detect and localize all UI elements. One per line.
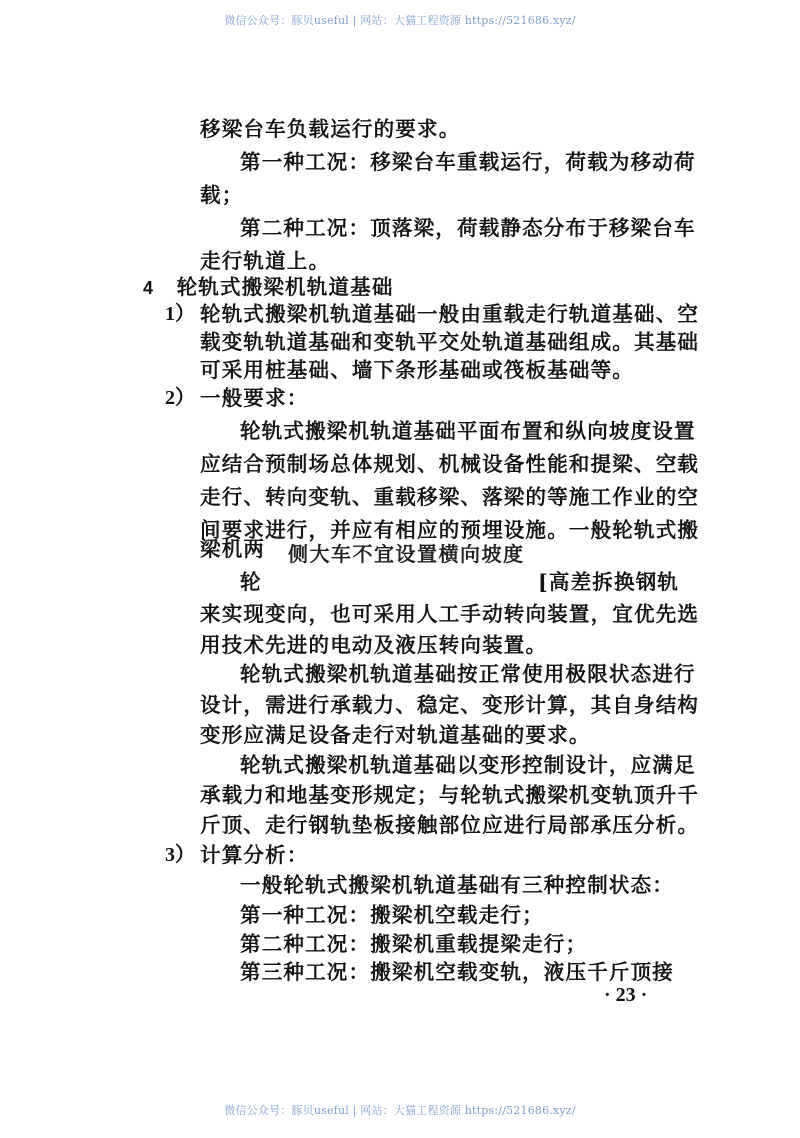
text-line: 轮轨式搬梁机轨道基础一般由重载走行轨道基础、空: [200, 302, 700, 326]
text-line: 第二种工况：搬梁机重载提梁走行；: [240, 932, 588, 956]
section-heading: [143, 270, 394, 300]
section-title: 轮轨式搬梁机轨道基础: [176, 275, 394, 299]
text-line: 应结合预制场总体规划、机械设备性能和提梁、空载: [200, 452, 700, 476]
watermark-top: 微信公众号：豚贝useful | 网站：大猫工程资源 https://521686.xyz/: [224, 14, 576, 27]
text-line: 间要求进行，并应有相应的预埋设施。一般轮轨式搬: [200, 518, 700, 542]
text-line: 第二种工况：顶落梁，荷载静态分布于移梁台车: [240, 216, 696, 240]
text-line: 载变轨轨道基础和变轨平交处轨道基础组成。其基础: [200, 330, 700, 354]
torn-text: 侧大车不宜设置横向坡度: [288, 542, 525, 566]
text-line: 第三种工况：搬梁机空载变轨，液压千斤顶接: [240, 960, 674, 984]
watermark-bottom: 微信公众号：豚贝useful | 网站：大猫工程资源 https://521686.xyz/: [224, 1104, 576, 1117]
text-line: 轮: [240, 570, 262, 594]
text-line: 设计，需进行承载力、稳定、变形计算，其自身结构: [200, 693, 700, 717]
text-line: 梁机两: [200, 537, 266, 561]
text-line: 轮轨式搬梁机轨道基础按正常使用极限状态进行: [240, 662, 696, 686]
text-line: 走行轨道上。: [200, 249, 331, 273]
text-line: 载；: [200, 183, 244, 207]
text-line: 用技术先进的电动及液压转向装置。: [200, 633, 548, 657]
text-line: 走行、转向变轨、重载移梁、落梁的等施工作业的空: [200, 485, 700, 509]
page-number: · 23 ·: [604, 984, 648, 1006]
text-line: 第一种工况：搬梁机空载走行；: [240, 903, 544, 927]
text-line: 变形应满足设备走行对轨道基础的要求。: [200, 723, 591, 747]
section-number: 4: [143, 278, 155, 298]
subheading: 计算分析：: [200, 843, 309, 867]
subheading: 一般要求：: [200, 386, 309, 410]
text-line: 来实现变向，也可采用人工手动转向装置，宜优先选: [200, 602, 700, 626]
text-line: [高差拆换钢轨: [538, 570, 680, 594]
item-number: 2）: [165, 387, 195, 409]
text-line: 第一种工况：移梁台车重载运行，荷载为移动荷: [240, 150, 696, 174]
torn-text-fragment: [288, 536, 528, 566]
item-number: 1）: [165, 303, 195, 325]
text-line: 轮轨式搬梁机轨道基础以变形控制设计，应满足: [240, 753, 696, 777]
text-line: 斤顶、走行钢轨垫板接触部位应进行局部承压分析。: [200, 813, 700, 837]
text-line: 一般轮轨式搬梁机轨道基础有三种控制状态：: [240, 873, 674, 897]
text-line: 轮轨式搬梁机轨道基础平面布置和纵向坡度设置: [240, 419, 696, 443]
text-line: 承载力和地基变形规定；与轮轨式搬梁机变轨顶升千: [200, 783, 700, 807]
text-line: 可采用桩基础、墙下条形基础或筏板基础等。: [200, 358, 634, 382]
text-line: 移梁台车负载运行的要求。: [200, 117, 461, 141]
item-number: 3）: [165, 844, 195, 866]
